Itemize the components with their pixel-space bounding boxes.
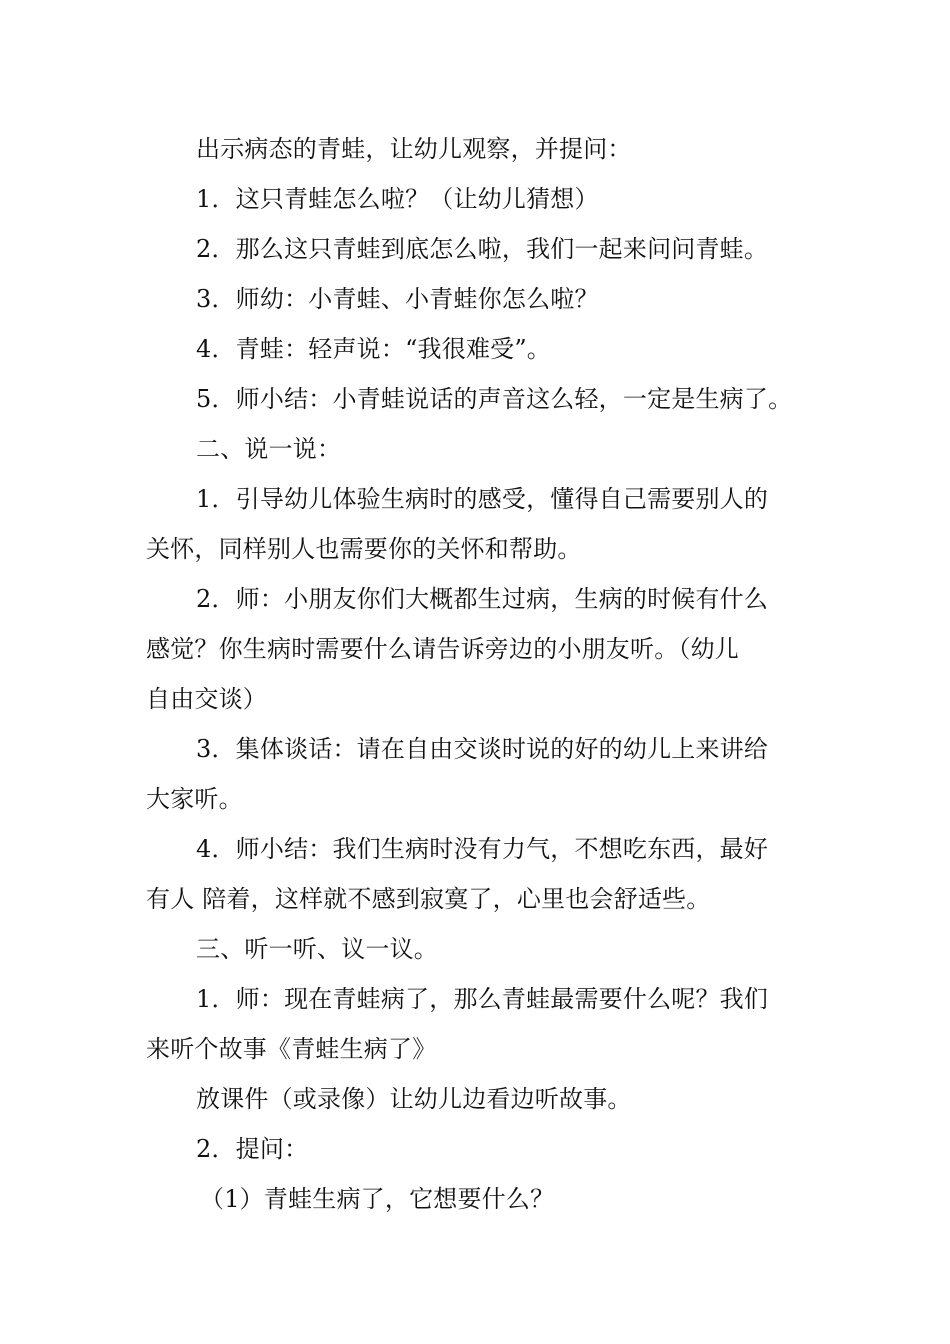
paragraph-line: 2．那么这只青蛙到底怎么啦，我们一起来问问青蛙。 — [196, 235, 769, 263]
paragraph-line: 4．师小结：我们生病时没有力气，不想吃东西，最好 — [196, 835, 769, 863]
paragraph-line: 1．引导幼儿体验生病时的感受，懂得自己需要别人的 — [196, 485, 769, 513]
paragraph-line: 放课件（或录像）让幼儿边看边听故事。 — [196, 1085, 632, 1113]
paragraph-line: 1．这只青蛙怎么啦？（让幼儿猜想） — [196, 185, 599, 213]
paragraph-line: 自由交谈） — [146, 685, 267, 713]
paragraph-line: 关怀，同样别人也需要你的关怀和帮助。 — [146, 535, 582, 563]
paragraph-line: 5．师小结：小青蛙说话的声音这么轻，一定是生病了。 — [196, 385, 793, 413]
paragraph-line: 感觉？你生病时需要什么请告诉旁边的小朋友听。（幼儿 — [146, 635, 739, 663]
paragraph-line: 1．师：现在青蛙病了，那么青蛙最需要什么呢？我们 — [196, 985, 769, 1013]
paragraph-line: 大家听。 — [146, 785, 243, 813]
paragraph-line: 来听个故事《青蛙生病了》 — [146, 1035, 437, 1063]
paragraph-line: 4．青蛙：轻声说：“我很难受”。 — [196, 335, 552, 363]
paragraph-line: 3．师幼：小青蛙、小青蛙你怎么啦？ — [196, 285, 599, 313]
paragraph-line: 2．提问： — [196, 1135, 309, 1163]
paragraph-line: （1）青蛙生病了，它想要什么？ — [200, 1185, 555, 1213]
paragraph-line: 2．师：小朋友你们大概都生过病，生病的时候有什么 — [196, 585, 769, 613]
paragraph-line: 有人 陪着，这样就不感到寂寞了，心里也会舒适些。 — [146, 885, 711, 913]
paragraph-line: 出示病态的青蛙，让幼儿观察，并提问： — [196, 135, 632, 163]
paragraph-line: 3．集体谈话：请在自由交谈时说的好的幼儿上来讲给 — [196, 735, 769, 763]
section-heading: 二、说一说： — [196, 435, 342, 463]
section-heading: 三、听一听、议一议。 — [196, 935, 438, 963]
